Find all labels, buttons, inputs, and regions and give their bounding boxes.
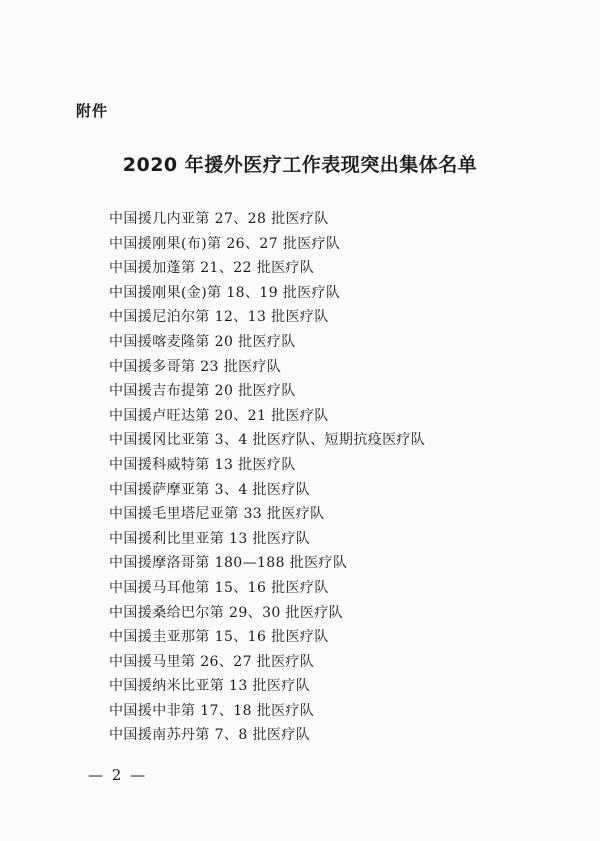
list-item: 中国援加蓬第 21、22 批医疗队 (109, 260, 315, 277)
list-item: 中国援几内亚第 27、28 批医疗队 (109, 211, 329, 227)
list-item: 中国援纳米比亚第 13 批医疗队 (109, 678, 311, 695)
list-item: 中国援马耳他第 15、16 批医疗队 (109, 579, 329, 596)
list-item: 中国援吉布提第 20 批医疗队 (109, 383, 296, 400)
list-item: 中国援南苏丹第 7、8 批医疗队 (109, 727, 311, 744)
list-item: 中国援中非第 17、18 批医疗队 (109, 702, 315, 719)
list-item: 中国援冈比亚第 3、4 批医疗队、短期抗疫医疗队 (109, 432, 426, 449)
list-item: 中国援喀麦隆第 20 批医疗队 (109, 333, 296, 350)
list-item: 中国援利比里亚第 13 批医疗队 (109, 530, 311, 547)
document-title: 2020 年援外医疗工作表现突出集体名单 (122, 154, 478, 176)
page-number: — 2 — (88, 766, 148, 784)
list-item: 中国援尼泊尔第 12、13 批医疗队 (109, 309, 329, 326)
list-item: 中国援多哥第 23 批医疗队 (109, 358, 282, 375)
list-item: 中国援马里第 26、27 批医疗队 (109, 653, 315, 670)
list-item: 中国援摩洛哥第 180—188 批医疗队 (109, 555, 348, 572)
list-item: 中国援毛里塔尼亚第 33 批医疗队 (109, 506, 325, 523)
list-item: 中国援圭亚那第 15、16 批医疗队 (109, 629, 329, 646)
list-item: 中国援科威特第 13 批医疗队 (109, 456, 296, 473)
list-item: 中国援刚果(布)第 26、27 批医疗队 (109, 235, 341, 252)
list-item: 中国援桑给巴尔第 29、30 批医疗队 (109, 604, 344, 621)
list-item: 中国援卢旺达第 20、21 批医疗队 (109, 407, 329, 424)
list-item: 中国援刚果(金)第 18、19 批医疗队 (109, 284, 341, 301)
list-item: 中国援萨摩亚第 3、4 批医疗队 (109, 481, 311, 498)
team-list (109, 207, 425, 748)
attachment-label: 附件 (76, 102, 109, 120)
